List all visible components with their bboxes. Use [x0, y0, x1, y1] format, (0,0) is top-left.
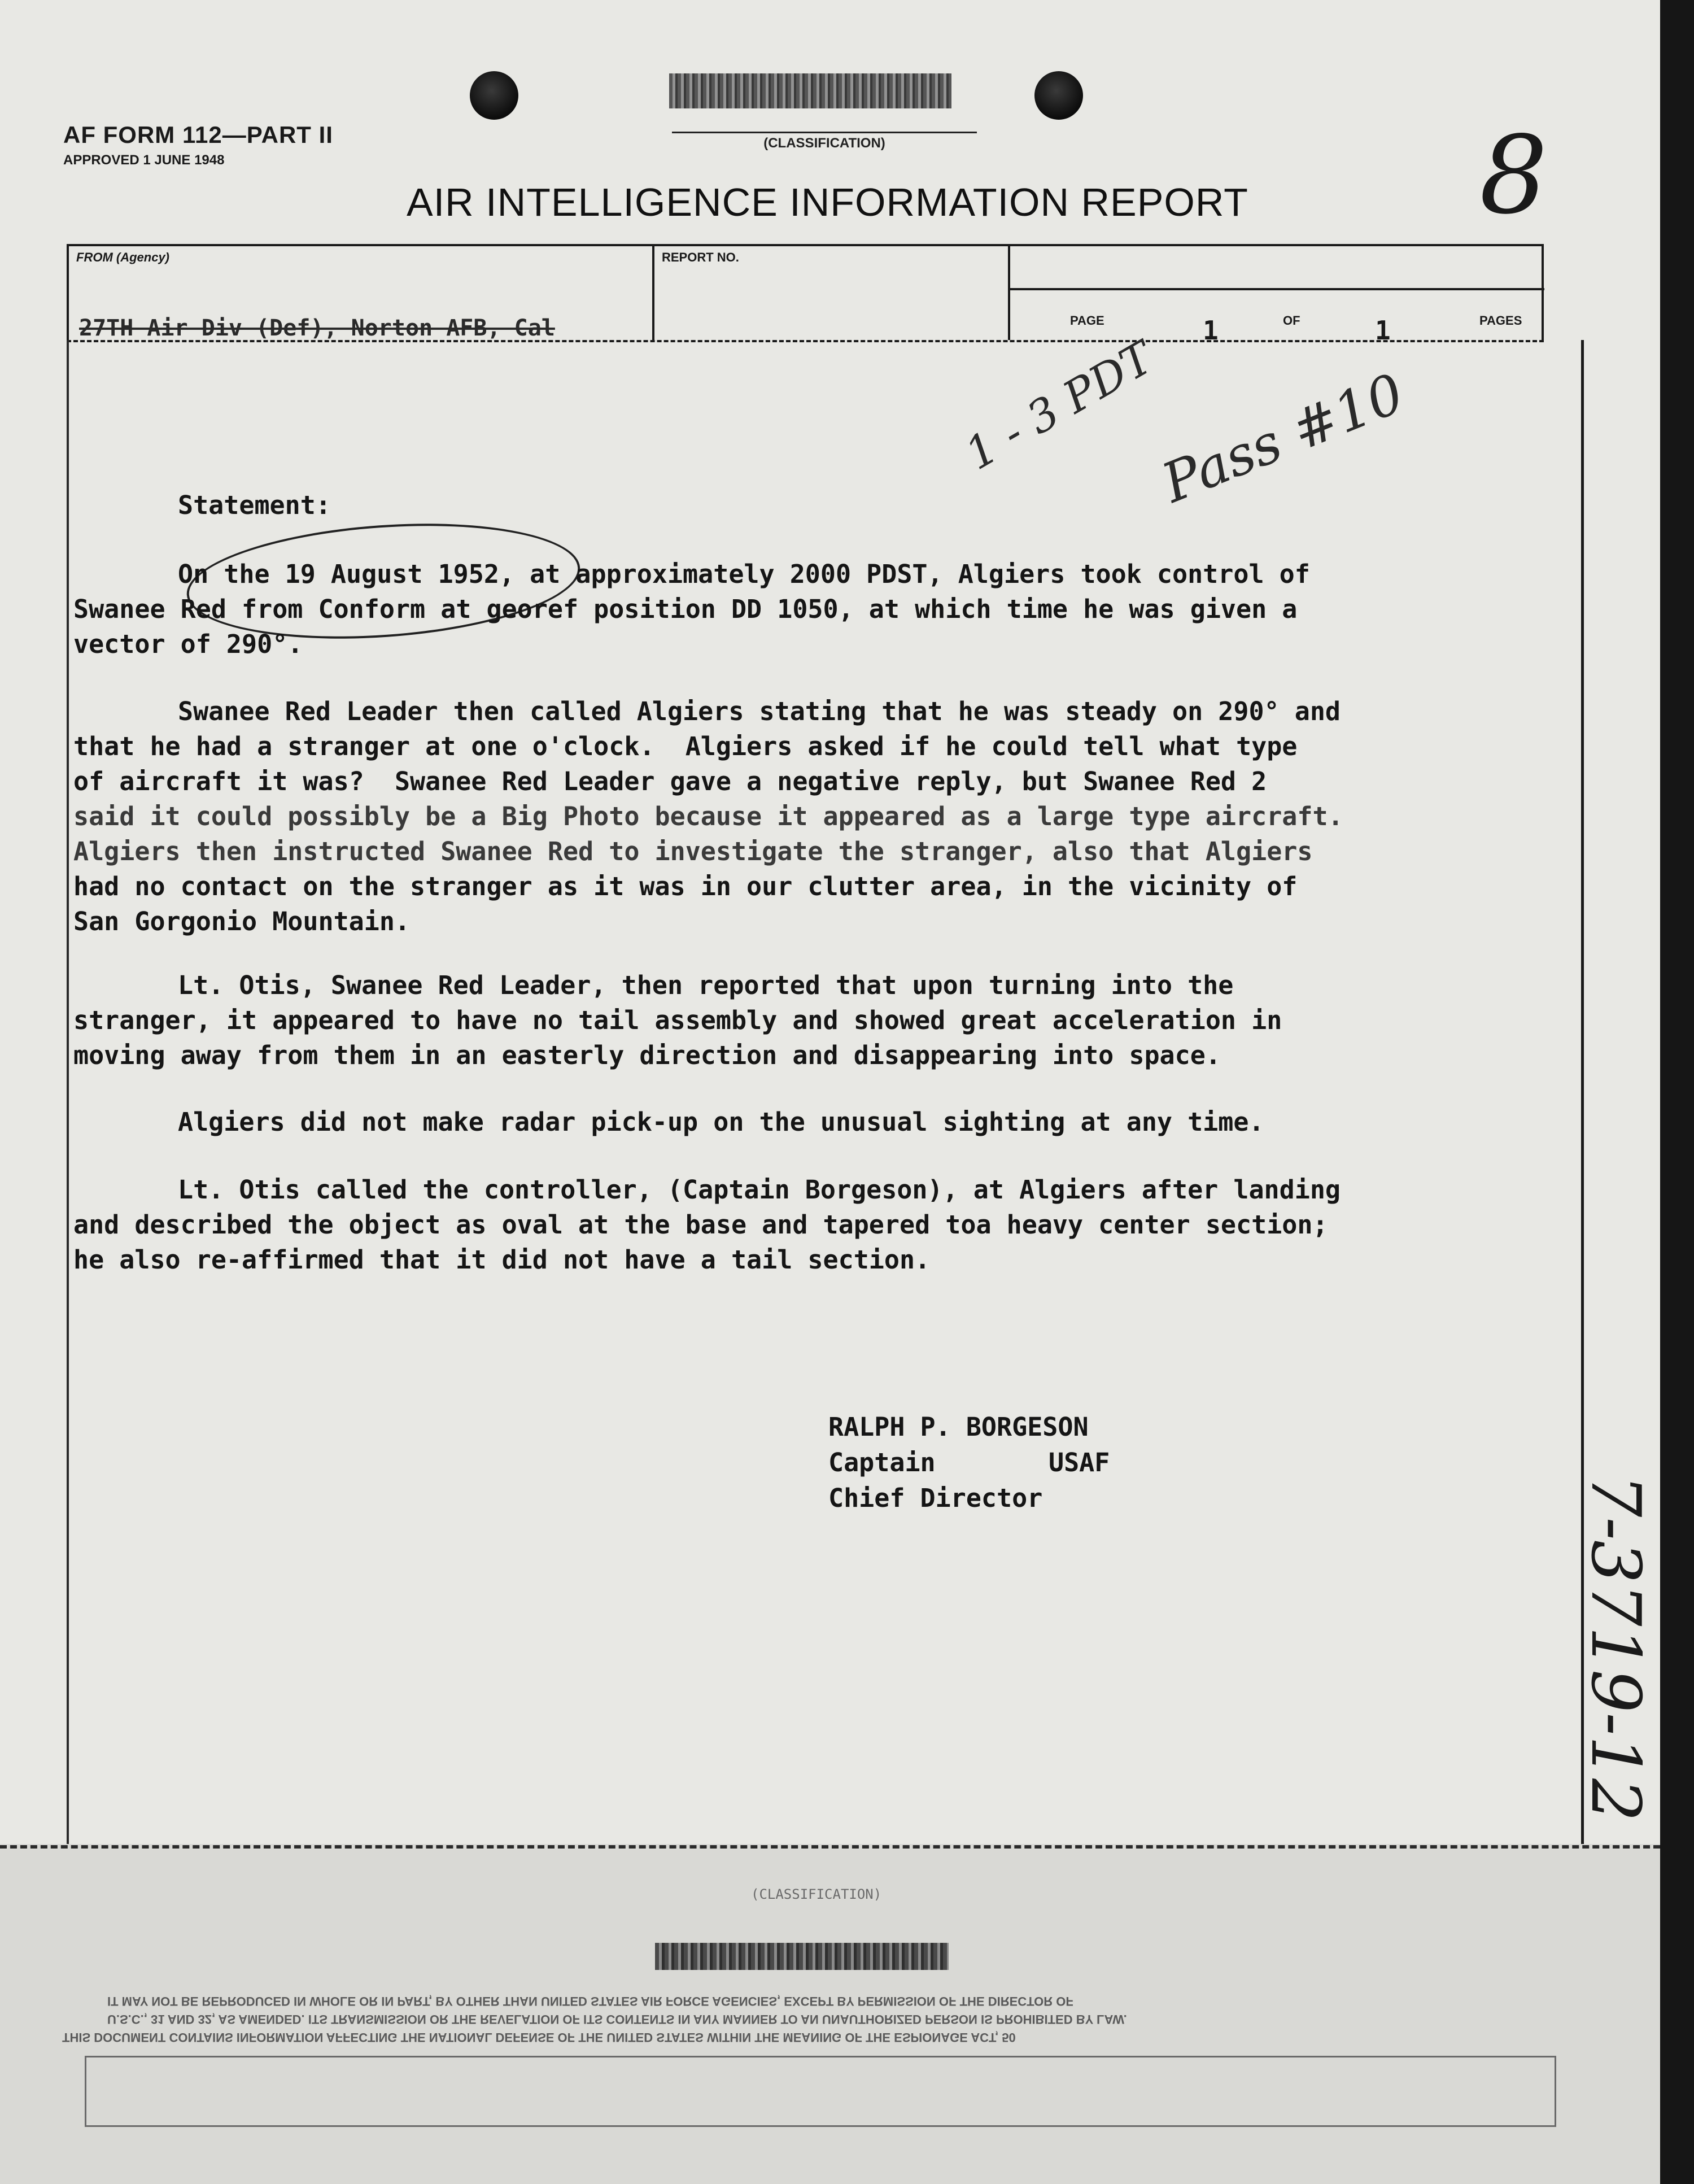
- para-2-line-2: that he had a stranger at one o'clock. Algiers asked if he could tell what type: [73, 731, 1298, 761]
- handwritten-note-pass: Pass #10: [1154, 361, 1413, 515]
- para-5-line-1: Lt. Otis called the controller, (Captain Borgeson), at Algiers after landing: [178, 1175, 1341, 1205]
- footer-border: [0, 1845, 1660, 1849]
- total-pages: 1: [1375, 315, 1391, 346]
- statement-heading: Statement:: [178, 490, 331, 520]
- form-id: AF FORM 112—PART II: [63, 121, 333, 148]
- para-2-line-4: said it could possibly be a Big Photo because it appeared as a large type aircraft.: [73, 801, 1343, 831]
- para-2-line-6: had no contact on the stranger as it was in our clutter area, in the vicinity of: [73, 871, 1298, 901]
- para-3-line-2: stranger, it appeared to have no tail assembly and showed great acceleration in: [73, 1005, 1282, 1035]
- header-subline: [1008, 288, 1544, 290]
- from-label: FROM (Agency): [76, 250, 169, 264]
- para-3-line-1: Lt. Otis, Swanee Red Leader, then reported that upon turning into the: [178, 970, 1234, 1000]
- classification-label: (CLASSIFICATION): [763, 136, 885, 151]
- para-1-line-2: Swanee Red from Conform at georef position DD 1050, at which time he was given a: [73, 594, 1298, 624]
- page-label: PAGE: [1070, 313, 1104, 328]
- page-number: 1: [1203, 315, 1219, 346]
- para-2-line-3: of aircraft it was? Swanee Red Leader gave a negative reply, but Swanee Red 2: [73, 766, 1267, 796]
- footer-notice-line-2: U.S.C., 31 AND 32, AS AMENDED. ITS TRANSMISSION OR THE REVELATION OF ITS CONTENTS IN ANY MANNER TO AN UNAUTHORIZED PERSON IS PROHIBITED BY LAW.: [107, 2012, 1127, 2026]
- signature-name: RALPH P. BORGESON: [828, 1412, 1089, 1442]
- report-title: AIR INTELLIGENCE INFORMATION REPORT: [407, 180, 1248, 224]
- header-divider-1: [652, 244, 654, 340]
- signature-rank: Captain: [828, 1448, 936, 1477]
- signature-service: USAF: [1049, 1448, 1110, 1477]
- form-approved-date: APPROVED 1 JUNE 1948: [63, 152, 225, 168]
- signature-title: Chief Director: [828, 1483, 1043, 1513]
- header-bottom-line: [67, 340, 1544, 342]
- footer-notice-line-1: IT MAY NOT BE REPRODUCED IN WHOLE OR IN PART, BY OTHER THAN UNITED STATES AIR FORCE AGENCIES, EXCEPT BY PERMISSION OF THE DIRECTOR OF: [107, 1994, 1073, 2008]
- para-1-line-3: vector of 290°.: [73, 629, 303, 659]
- classification-line: [672, 132, 977, 133]
- header-divider-2: [1008, 244, 1010, 340]
- from-agency-value: 27TH Air Div (Def), Norton AFB, Cal: [79, 315, 555, 341]
- para-2-line-5: Algiers then instructed Swanee Red to investigate the stranger, also that Algiers: [73, 836, 1313, 866]
- para-2-line-1: Swanee Red Leader then called Algiers stating that he was steady on 290° and: [178, 696, 1341, 726]
- footer-classification-label: (CLASSIFICATION): [751, 1886, 882, 1902]
- of-label: OF: [1283, 313, 1300, 328]
- side-handwritten-number: 7-3719-12: [1576, 1474, 1654, 1822]
- para-2-line-7: San Gorgonio Mountain.: [73, 906, 411, 936]
- handwritten-number: 8: [1479, 113, 1548, 238]
- para-3-line-3: moving away from them in an easterly direction and disappearing into space.: [73, 1040, 1221, 1070]
- para-4-line-1: Algiers did not make radar pick-up on the unusual sighting at any time.: [178, 1107, 1264, 1137]
- para-1-line-1: On the 19 August 1952, at approximately 2000 PDST, Algiers took control of: [178, 559, 1310, 589]
- report-no-label: REPORT NO.: [662, 250, 739, 264]
- pages-label: PAGES: [1479, 313, 1522, 328]
- punch-hole-left: [470, 71, 518, 120]
- footer-notice-line-3: THIS DOCUMENT CONTAINS INFORMATION AFFECTING THE NATIONAL DEFENSE OF THE UNITED STATES WITHIN THE MEANING OF THE ESPIONAGE ACT, 50: [62, 2030, 1016, 2044]
- para-5-line-3: he also re-affirmed that it did not have a tail section.: [73, 1245, 931, 1275]
- handwritten-note-time: 1 - 3 PDT: [957, 332, 1162, 480]
- para-5-line-2: and described the object as oval at the base and tapered toa heavy center section;: [73, 1210, 1328, 1240]
- footer-classification-redaction: [655, 1943, 949, 1970]
- footer-box: [85, 2056, 1556, 2127]
- scan-edge: [1660, 0, 1694, 2184]
- classification-redaction: [669, 73, 951, 108]
- frame-left: [67, 340, 69, 1845]
- punch-hole-right: [1034, 71, 1083, 120]
